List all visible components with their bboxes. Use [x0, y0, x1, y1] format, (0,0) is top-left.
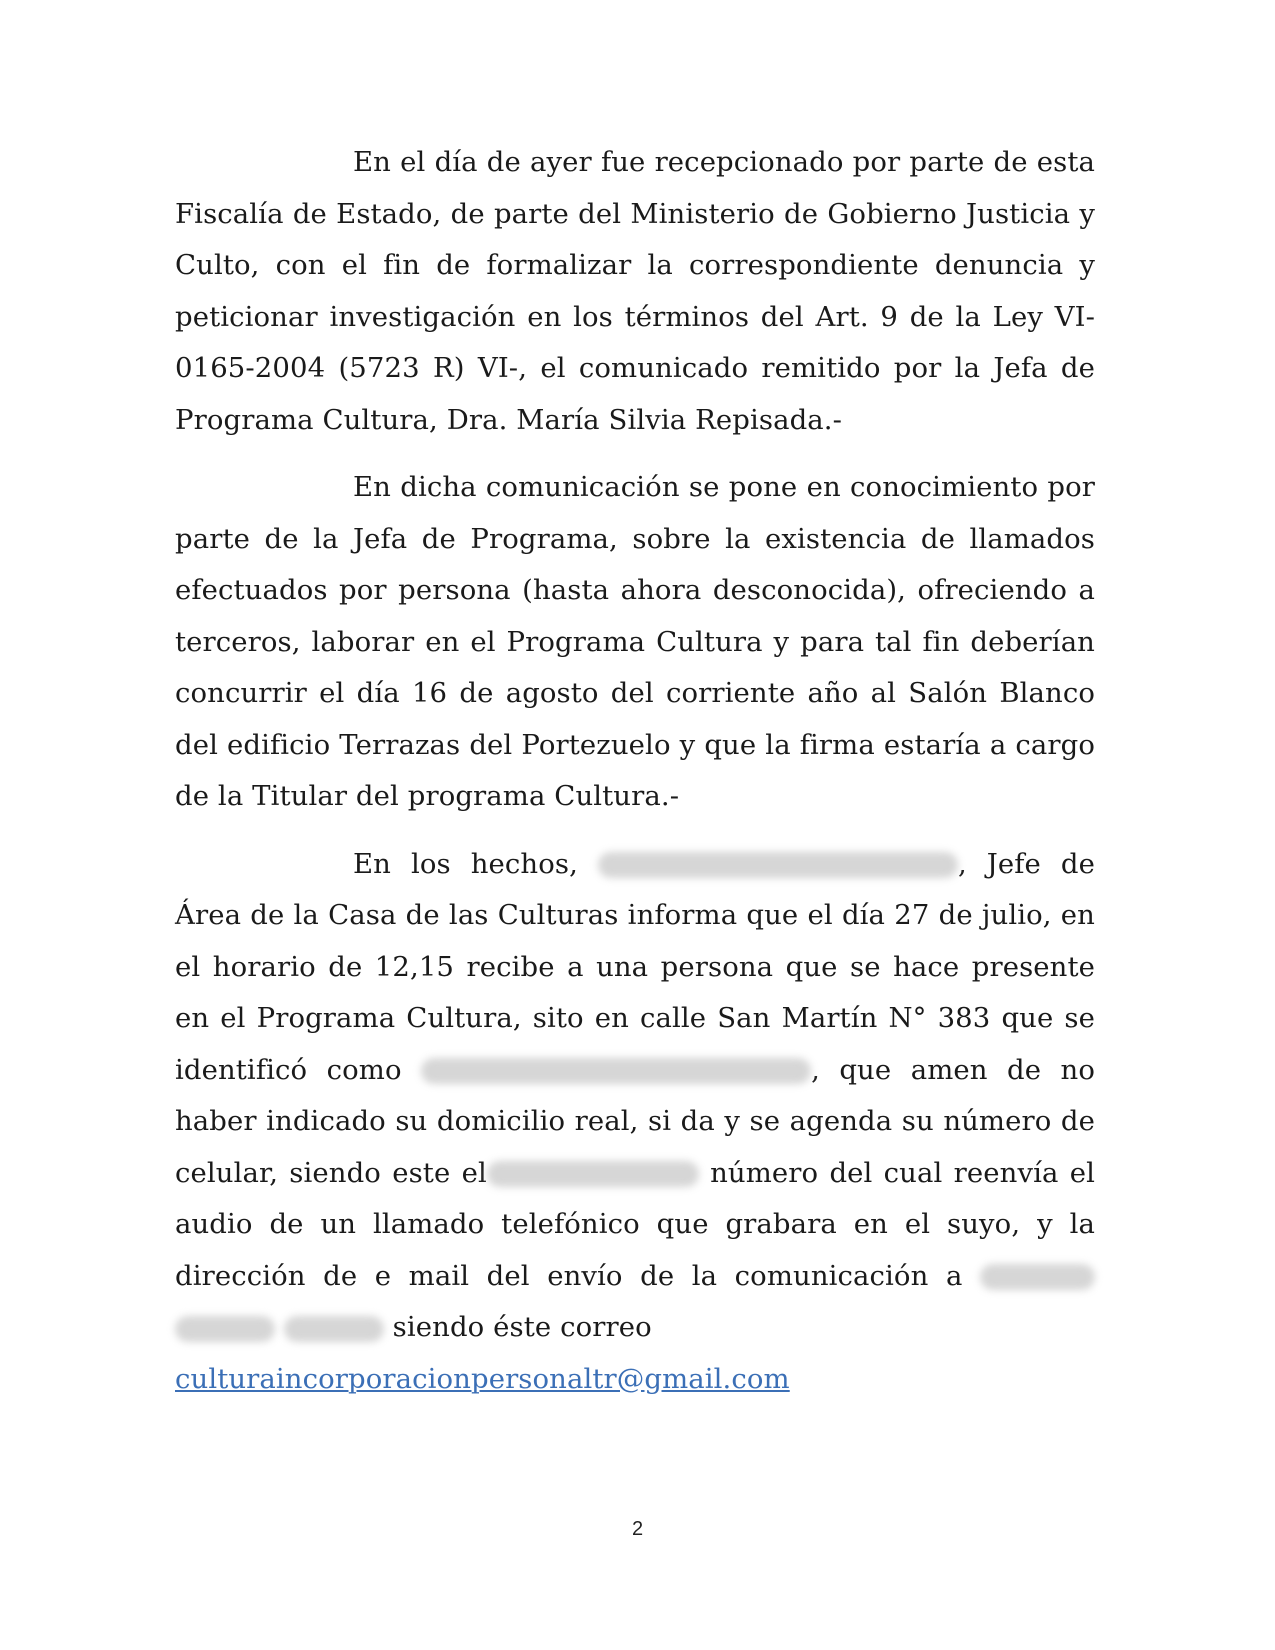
paragraph-3-text: , que amen de no haber indicado su domicilio real, si da y se agenda su número de celular, siendo este el	[175, 1053, 1095, 1189]
redacted-name-3	[980, 1264, 1095, 1290]
redacted-name-2	[421, 1058, 811, 1084]
redacted-name-3b	[175, 1316, 275, 1342]
redacted-name-1	[598, 852, 958, 878]
paragraph-3-text: siendo éste correo	[383, 1311, 652, 1343]
document-body	[175, 137, 1095, 1421]
redacted-phone	[487, 1161, 699, 1187]
paragraph-3-text: , Jefe de Área de la Casa de las Culturas informa que el día 27 de julio, en el horario de 12,15 recibe a una persona que se hace presente en el Programa Cultura, sito en calle San Martín N° 383 que se identificó como	[175, 847, 1095, 1086]
email-link[interactable]: culturaincorporacionpersonaltr@gmail.com	[175, 1362, 790, 1395]
page-number: 2	[631, 1518, 644, 1540]
paragraph-3	[175, 839, 1095, 1406]
paragraph-2: En dicha comunicación se pone en conocimiento por parte de la Jefa de Programa, sobre la existencia de llamados efectuados por persona (hasta ahora desconocida), ofreciendo a terceros, laborar en el Programa Cultura y para tal fin deberían concurrir el día 16 de agosto del corriente año al Salón Blanco del edificio Terrazas del Portezuelo y que la firma estaría a cargo de la Titular del programa Cultura.-	[175, 471, 1095, 812]
paragraph-3-text: número del cual reenvía el audio de un llamado telefónico que grabara en el suyo, y la dirección de e mail del envío de la comunicación a	[175, 1156, 1096, 1292]
paragraph-3-text: En los hechos,	[353, 847, 598, 880]
paragraph-1: En el día de ayer fue recepcionado por parte de esta Fiscalía de Estado, de parte del Ministerio de Gobierno Justicia y Culto, con el fin de formalizar la correspondiente denuncia y peticionar investigación en los términos del Art. 9 de la Ley VI-0165-2004 (5723 R) VI-, el comunicado remitido por la Jefa de Programa Cultura, Dra. María Silvia Repisada.-	[175, 146, 1095, 436]
redacted-name-3c	[284, 1316, 384, 1342]
